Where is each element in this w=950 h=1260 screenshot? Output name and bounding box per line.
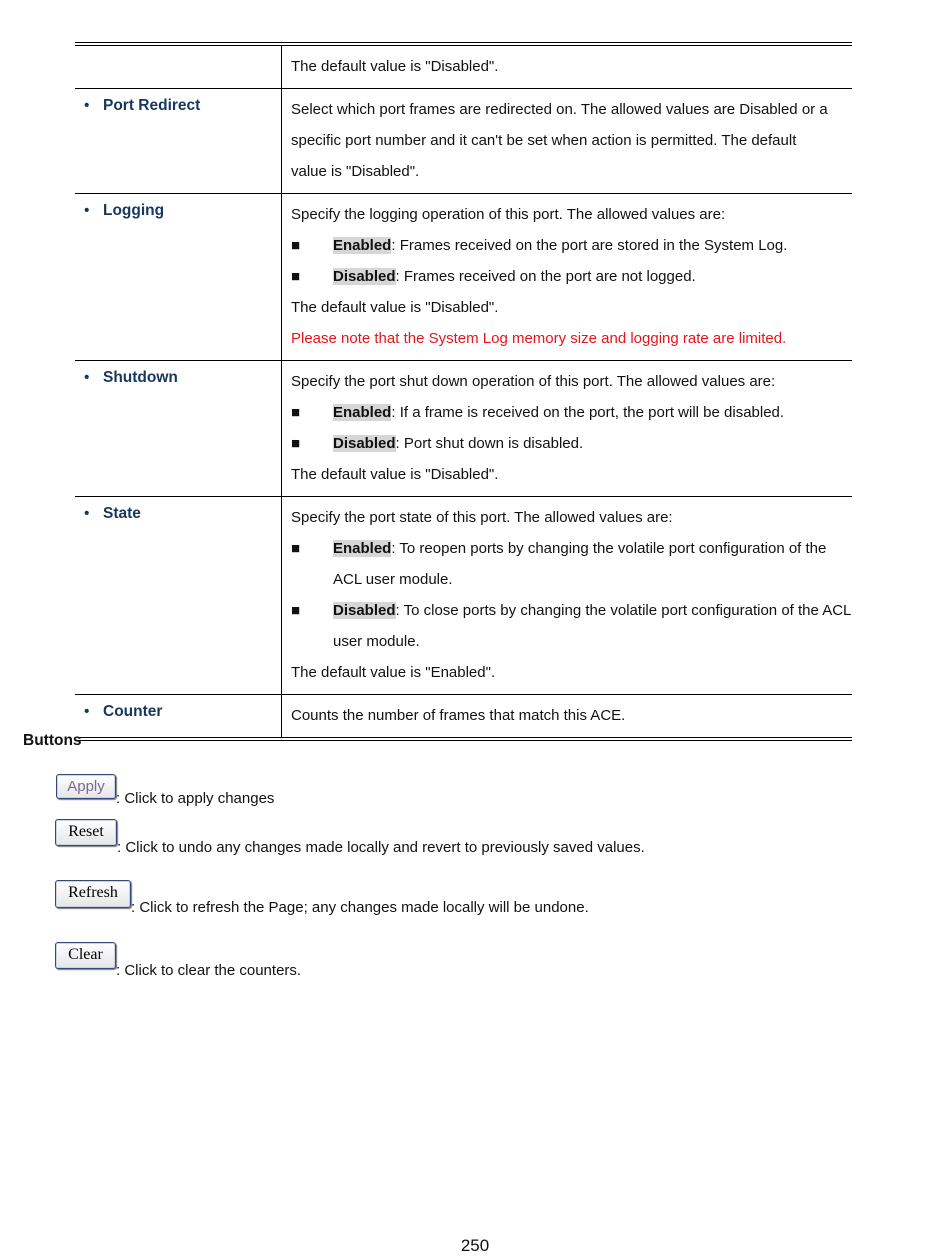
parameter-table [75,42,852,741]
apply-description [56,774,275,807]
option-description: : To reopen ports by changing the volatile port configuration of the ACL user module. [333,540,827,588]
option-term: Enabled [333,404,392,421]
description-text: Specify the logging operation of this port. The allowed values are: [291,206,726,223]
bullet-icon: • [84,369,90,386]
description-text: The default value is "Disabled". [291,299,499,316]
parameter-name: Port Redirect [103,97,201,114]
parameter-name: Logging [103,202,165,219]
clear-description [55,942,302,979]
option-term: Enabled [333,237,392,254]
option-description: : If a frame is received on the port, the port will be disabled. [391,404,785,421]
clear-desc-text: : Click to clear the counters. [116,962,302,979]
square-bullet-icon: ■ [291,435,301,452]
value-option-item [291,595,852,657]
bullet-icon: • [84,703,90,720]
page-number: 250 [460,1236,490,1255]
description-text: specific port number and it can't be set when action is permitted. The default [291,132,797,149]
parameter-description-cell [282,46,852,88]
parameter-description-cell [282,89,852,193]
option-text [333,397,852,428]
description-text: The default value is "Disabled". [291,466,499,483]
bullet-icon: • [84,505,90,522]
parameter-description-cell [282,695,852,737]
refresh-description [55,880,589,916]
refresh-button[interactable]: Refresh [55,880,131,908]
bullet-icon: • [84,97,90,114]
apply-desc-text: : Click to apply changes [116,790,275,807]
parameter-description-cell [282,361,852,496]
option-text [333,533,852,595]
parameter-name-cell [75,194,282,360]
square-bullet-icon: ■ [291,540,301,557]
option-text [333,428,852,459]
description-text: Specify the port state of this port. The allowed values are: [291,509,673,526]
reset-desc-text: : Click to undo any changes made locally and revert to previously saved values. [117,839,645,856]
option-description: : To close ports by changing the volatile port configuration of the ACL user module. [333,602,851,650]
option-term: Disabled [333,602,396,619]
square-bullet-icon: ■ [291,404,301,421]
description-text: Counts the number of frames that match this ACE. [291,707,626,724]
square-bullet-icon: ■ [291,237,301,254]
square-bullet-icon: ■ [291,602,301,619]
option-term: Disabled [333,268,396,285]
table-row [75,88,852,193]
option-description: : Frames received on the port are not logged. [395,268,696,285]
description-text: value is "Disabled". [291,163,420,180]
buttons-section-title: Buttons [23,732,82,749]
description-text: Select which port frames are redirected on. The allowed values are Disabled or a [291,101,828,118]
option-term: Enabled [333,540,392,557]
parameter-name: Counter [103,703,163,720]
value-option-item [291,533,852,595]
value-option-item [291,261,852,292]
warning-note: Please note that the System Log memory size and logging rate are limited. [291,330,787,347]
parameter-name: Shutdown [103,369,178,386]
parameter-name-cell [75,361,282,496]
option-description: : Port shut down is disabled. [395,435,584,452]
table-row [75,46,852,88]
parameter-description-cell [282,194,852,360]
apply-button[interactable]: Apply [56,774,116,799]
description-text: The default value is "Enabled". [291,664,496,681]
parameter-name: State [103,505,141,522]
reset-button[interactable]: Reset [55,819,117,846]
table-row [75,694,852,737]
option-text [333,261,852,292]
description-text: The default value is "Disabled". [291,58,499,75]
option-description: : Frames received on the port are stored in the System Log. [391,237,788,254]
option-term: Disabled [333,435,396,452]
refresh-desc-text: : Click to refresh the Page; any changes made locally will be undone. [131,899,589,916]
parameter-description-cell [282,497,852,694]
table-row [75,496,852,694]
table-row [75,360,852,496]
parameter-name-cell [75,46,282,88]
value-option-item [291,230,852,261]
square-bullet-icon: ■ [291,268,301,285]
parameter-name-cell [75,497,282,694]
table-row [75,193,852,360]
parameter-name-cell [75,695,282,737]
option-text [333,230,852,261]
clear-button[interactable]: Clear [55,942,116,969]
parameter-name-cell [75,89,282,193]
reset-description [55,819,645,856]
description-text: Specify the port shut down operation of this port. The allowed values are: [291,373,776,390]
value-option-item [291,428,852,459]
bullet-icon: • [84,202,90,219]
option-text [333,595,852,657]
value-option-item [291,397,852,428]
